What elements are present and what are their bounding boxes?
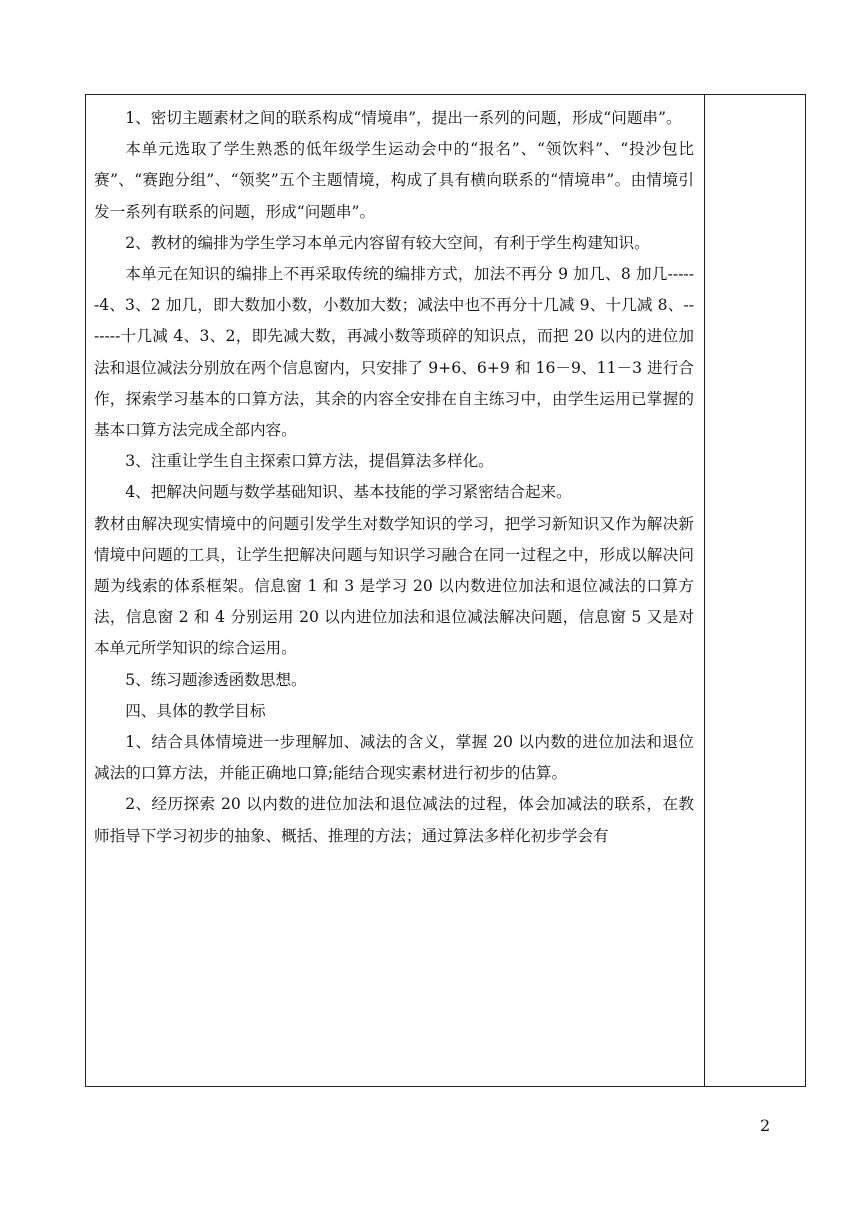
column-divider bbox=[704, 94, 705, 1087]
paragraph-1: 1、密切主题素材之间的联系构成“情境串”，提出一系列的问题，形成“问题串”。 bbox=[125, 109, 682, 127]
paragraph-6: 4、把解决问题与数学基础知识、基本技能的学习紧密结合起来。 bbox=[125, 483, 572, 502]
paragraph-5: 3、注重让学生自主探索口算方法，提倡算法多样化。 bbox=[125, 452, 494, 471]
paragraph-8: 5、练习题渗透函数思想。 bbox=[125, 670, 307, 689]
paragraph-3: 2、教材的编排为学生学习本单元内容留有较大空间，有利于学生构建知识。 bbox=[125, 233, 650, 252]
section-heading: 四、具体的教学目标 bbox=[125, 701, 266, 720]
paragraph-7: 教材由解决现实情境中的问题引发学生对数学知识的学习，把学习新知识又作为解决新情境中问题的工具，让学生把解决问题与知识学习融合在同一过程之中，形成以解决问题为线索的体系框架。信息窗 1 和 3 是学习 20 以内数进位加法和退位减法的口算方法，信息窗 2 和 4 分别运用 20 以内进位加法和退位减法解决问题，信息窗 5 又是对本单元所学知识的综合运用。 bbox=[94, 514, 694, 658]
paragraph-2: 本单元选取了学生熟悉的低年级学生运动会中的“报名”、“领饮料”、“投沙包比赛”、“赛跑分组”、“领奖”五个主题情境，构成了具有横向联系的“情境串”。由情境引发一系列有联系的问题，形成“问题串”。 bbox=[94, 140, 694, 221]
paragraph-4: 本单元在知识的编排上不再采取传统的编排方式，加法不再分 9 加几、8 加几------4、3、2 加几，即大数加小数，小数加大数；减法中也不再分十几减 9、十几减 8、-------十几减 4、3、2，即先减大数，再减小数等琐碎的知识点，而把 20 以内的进位加法和退位减法分别放在两个信息窗内，只安排了 9+6、6+9 和 16－9、11－3 进行合作，探索学习基本的口算方法，其余的内容全安排在自主练习中，由学生运用已掌握的基本口算方法完成全部内容。 bbox=[94, 265, 694, 440]
paragraph-11: 2、经历探索 20 以内数的进位加法和退位减法的过程，体会加减法的联系，在教师指导下学习初步的抽象、概括、推理的方法；通过算法多样化初步学会有 bbox=[94, 795, 694, 845]
paragraph-10: 1、结合具体情境进一步理解加、减法的含义，掌握 20 以内数的进位加法和退位减法的口算方法，并能正确地口算;能结合现实素材进行初步的估算。 bbox=[94, 733, 694, 783]
page-number: 2 bbox=[760, 1116, 771, 1135]
main-text-column bbox=[94, 103, 694, 852]
